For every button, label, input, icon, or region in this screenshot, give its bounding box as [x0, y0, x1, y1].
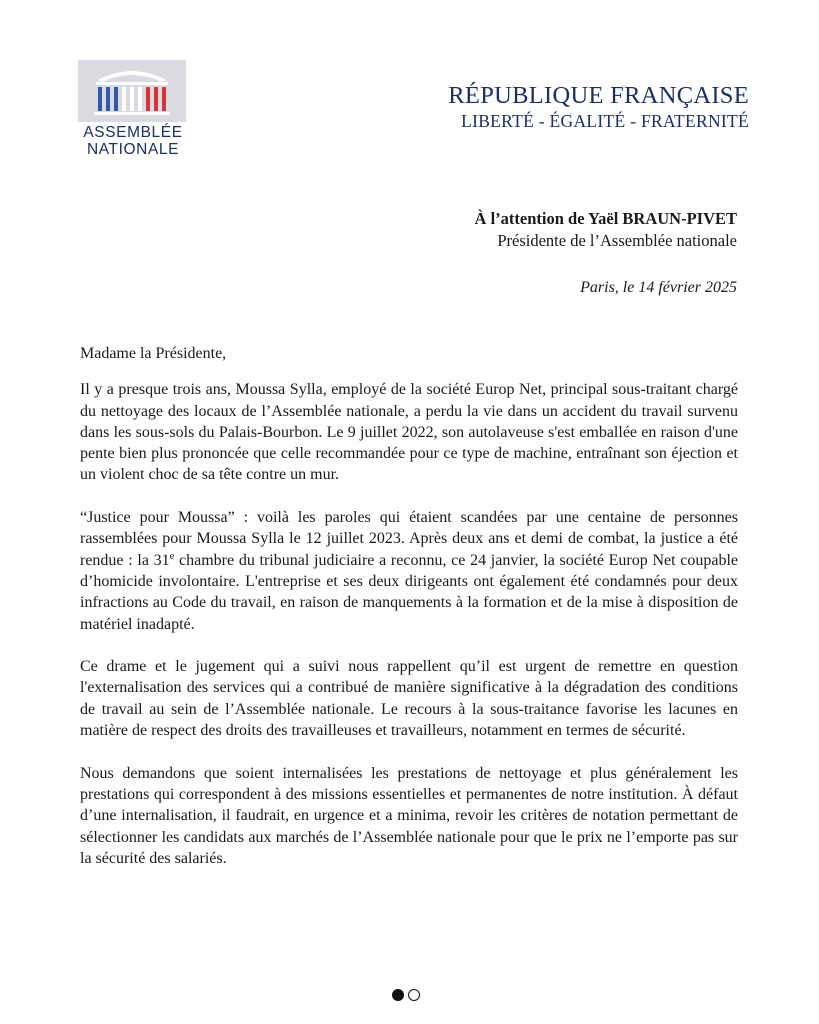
logo-wordmark: [78, 124, 188, 158]
paragraph-1: Il y a presque trois ans, Moussa Sylla, employé de la société Europ Net, principal sous-traitant chargé du nettoyage des locaux de l’Assemblée nationale, a perdu la vie dans un accident du travail survenu dans les sous-sols du Palais-Bourbon. Le 9 juillet 2022, son autolaveuse s'est emballée en raison d'une pente bien plus prononcée que celle recommandée pour ce type de machine, entraînant son éjection et un violent choc de sa tête contre un mur.: [80, 381, 738, 484]
ordinal-superscript: e: [169, 550, 175, 562]
recipient-block: [475, 208, 737, 252]
republic-title: RÉPUBLIQUE FRANÇAISE: [448, 82, 749, 109]
paragraph-3: Ce drame et le jugement qui a suivi nous rappellent qu’il est urgent de remettre en question l'externalisation des services qui a contribué de manière significative à la dégradation des conditions de travail au sein de l’Assemblée nationale. Le recours à la sous-traitance favorise les lacunes en matière de respect des droits des travailleuses et travailleurs, notamment en termes de sécurité.: [80, 658, 738, 740]
republic-motto: LIBERTÉ - ÉGALITÉ - FRATERNITÉ: [461, 111, 749, 131]
assemblee-nationale-logo: [78, 60, 188, 160]
paragraph-2-part-2: chambre du tribunal judiciaire a reconnu, ce 24 janvier, la société Europ Net coupable d’homicide involontaire. L'entreprise et ses deux dirigeants ont également été condamnés pour deux infractions au Code du travail, en raison de manquements à la formation et de la mise à disposition de matériel inadapté.: [80, 551, 739, 633]
page-indicator: [392, 989, 420, 1001]
logo-line-1: ASSEMBLÉE: [83, 124, 183, 141]
recipient-name: À l’attention de Yaël BRAUN-PIVET: [474, 209, 737, 228]
page-dot-1-active[interactable]: [392, 989, 404, 1001]
recipient-title: Présidente de l’Assemblée nationale: [497, 231, 737, 250]
paragraph-4: Nous demandons que soient internalisées les prestations de nettoyage et plus généralement les prestations qui correspondent à des missions essentielles et permanentes de notre institution. À défaut d’une internalisation, il faudrait, en urgence et a minima, revoir les critères de notation permettant de sélectionner les candidats aux marchés de l’Assemblée nationale pour que le prix ne l’emporte pas sur la sécurité des salariés.: [80, 764, 738, 867]
logo-line-2: NATIONALE: [86, 141, 180, 158]
page-dot-2[interactable]: [408, 989, 420, 1001]
letter-date: Paris, le 14 février 2025: [580, 279, 737, 296]
paragraph-2-part-1: “Justice pour Moussa” : voilà les paroles qui étaient scandées par une centaine de personnes rassemblées pour Moussa Sylla le 12 juillet 2023. Après deux ans et demi de combat, la justice a été rendue : la 31: [80, 509, 738, 569]
letter-body: [80, 343, 738, 890]
salutation: Madame la Présidente,: [80, 345, 227, 362]
paragraph-2: [80, 507, 738, 635]
logo-hemicycle-emblem: [78, 60, 186, 122]
republic-header: [448, 82, 749, 132]
